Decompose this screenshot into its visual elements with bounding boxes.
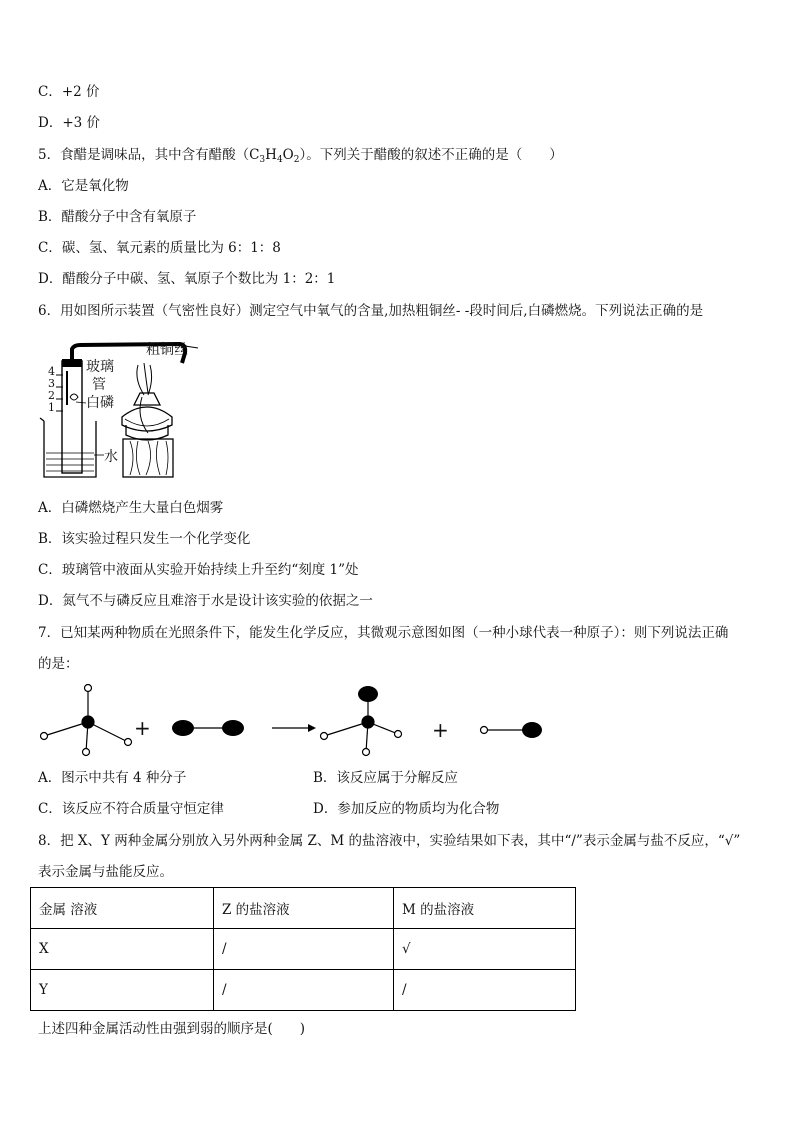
product-molecule-1 [321, 686, 402, 756]
table-header: Z 的盐溶液 [214, 888, 394, 929]
q6-tick-2: 2 [48, 389, 55, 402]
q6-tick-1: 1 [48, 401, 55, 414]
table-cell: / [394, 970, 576, 1011]
q4-option-c: C．+2 价 [38, 84, 100, 100]
q6-option-c: C．玻璃管中液面从实验开始持续上升至约“刻度 1”处 [38, 562, 359, 578]
q8-question: 上述四种金属活动性由强到弱的顺序是( ) [38, 1021, 306, 1037]
table-row [31, 929, 576, 970]
q7-plus-1: + [134, 716, 151, 740]
q7-option-d: D．参加反应的物质均为化合物 [313, 801, 500, 817]
q6-option-b: B．该实验过程只发生一个化学变化 [38, 531, 251, 547]
q6-label-glass-2: 管 [92, 377, 106, 393]
table-header: M 的盐溶液 [394, 888, 576, 929]
q4-option-d: D．+3 价 [38, 115, 101, 131]
q7-option-c: C．该反应不符合质量守恒定律 [38, 801, 224, 817]
q7-reaction-diagram [36, 684, 556, 764]
q6-option-a: A．白磷燃烧产生大量白色烟雾 [38, 500, 224, 516]
q8-stem: 8．把 X、Y 两种金属分别放入另外两种金属 Z、M 的盐溶液中，实验结果如下表，其中“/”表示金属与盐不反应，“√” [38, 833, 741, 849]
table-header: 金属 溶液 [31, 888, 214, 929]
q7-option-b: B．该反应属于分解反应 [313, 770, 458, 786]
q5-option-d: D．醋酸分子中碳、氢、氧原子个数比为 1：2：1 [38, 271, 336, 287]
reaction-arrow [272, 724, 316, 732]
q6-label-wire: 粗铜丝 [146, 342, 188, 358]
q7-stem: 7．已知某两种物质在光照条件下，能发生化学反应，其微观示意图如图（一种小球代表一种原子）：则下列说法正确 [38, 625, 729, 641]
q6-label-phosphorus: 白磷 [86, 395, 114, 411]
table-cell: X [31, 929, 214, 970]
table-cell: √ [394, 929, 576, 970]
product-molecule-2 [481, 722, 543, 738]
q5-option-c: C．碳、氢、氧元素的质量比为 6：1：8 [38, 240, 281, 256]
q7-plus-2: + [432, 718, 449, 742]
q8-table [30, 887, 576, 1011]
table-cell: Y [31, 970, 214, 1011]
reactant-molecule-2 [172, 720, 244, 736]
table-cell: / [214, 970, 394, 1011]
q5-option-b: B．醋酸分子中含有氧原子 [38, 209, 197, 225]
q6-stem: 6．用如图所示装置（气密性良好）测定空气中氧气的含量,加热粗铜丝- -段时间后,白磷燃烧。下列说法正确的是 [38, 303, 704, 319]
q6-apparatus-figure [30, 335, 230, 485]
q7-option-a: A．图示中共有 4 种分子 [38, 770, 187, 786]
table-header-row [31, 888, 576, 929]
q7-stem-cont: 的是： [38, 656, 79, 672]
table-row [31, 970, 576, 1011]
q6-tick-4: 4 [48, 365, 55, 378]
q6-option-d: D．氮气不与磷反应且难溶于水是设计该实验的依据之一 [38, 593, 373, 609]
reactant-molecule-1 [41, 685, 132, 756]
q8-stem-cont: 表示金属与盐能反应。 [38, 864, 173, 880]
q6-label-glass: 玻璃 [86, 359, 114, 375]
q6-label-water: 水 [104, 449, 118, 465]
table-cell: / [214, 929, 394, 970]
q5-stem: 5．食醋是调味品，其中含有醋酸$(C_3H_4O_2)$。下列关于醋酸的叙述不正确的是（ ） [38, 147, 563, 165]
q6-tick-3: 3 [48, 377, 55, 390]
q5-option-a: A．它是氧化物 [38, 178, 129, 194]
